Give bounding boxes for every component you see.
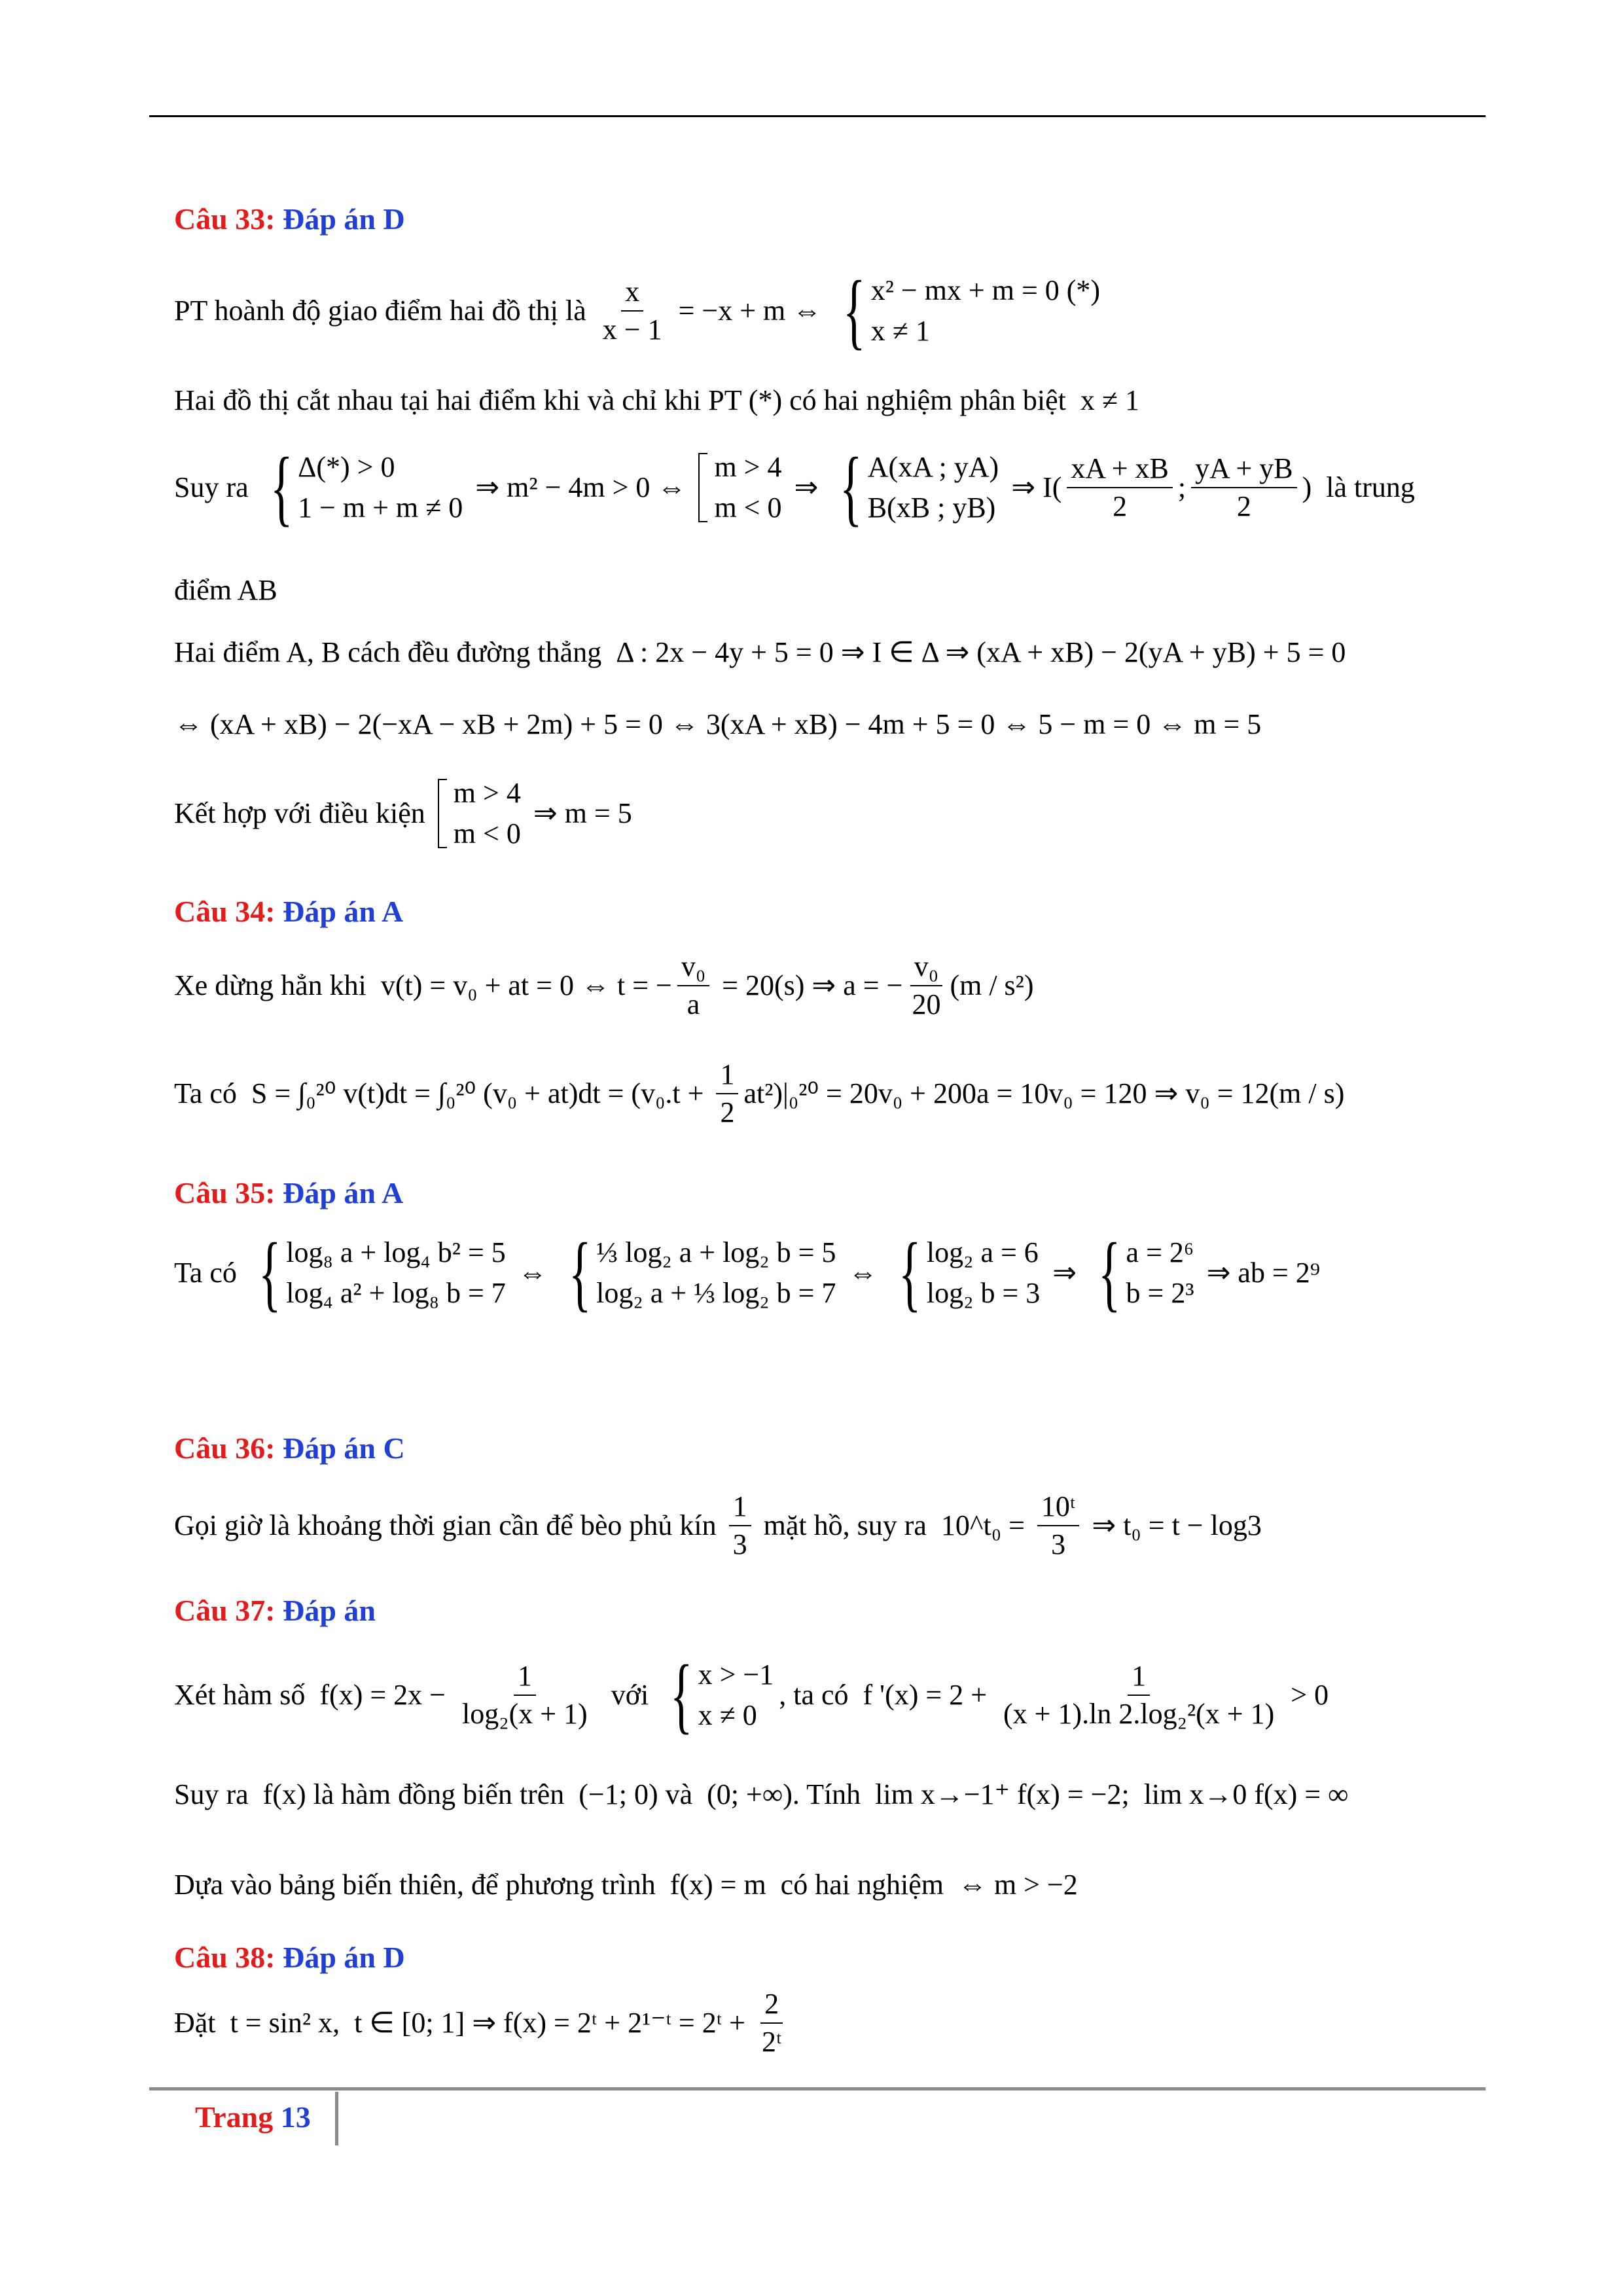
- text: ⇒ m = 5: [526, 797, 632, 829]
- fraction: [908, 952, 944, 1019]
- text: ⇒ m² − 4m > 0 ⇔: [468, 471, 694, 503]
- system-row: a = 2⁶: [1126, 1236, 1194, 1268]
- denominator: 20: [912, 988, 941, 1020]
- bracket-icon: [698, 453, 707, 522]
- brace-icon: {: [270, 440, 293, 535]
- fraction: [458, 1662, 592, 1729]
- system-row: 1 − m + m ≠ 0: [298, 492, 463, 524]
- system-row: m < 0: [453, 817, 521, 850]
- text: = −x + m ⇔: [671, 295, 829, 327]
- text: ⇒ ab = 2⁹: [1199, 1257, 1321, 1289]
- numerator: 2: [760, 1990, 783, 2024]
- denominator: a: [687, 988, 700, 1020]
- q37-line3: [174, 1871, 1078, 1899]
- denominator: log₂(x + 1): [462, 1698, 588, 1730]
- q34-line2: [174, 1060, 1344, 1127]
- fraction: [758, 1990, 785, 2056]
- text: Xét hàm số f(x) = 2x −: [174, 1679, 453, 1711]
- q33-line1: [174, 264, 1105, 358]
- denominator: 2: [1236, 490, 1251, 522]
- fraction: [716, 1060, 738, 1127]
- brace-icon: {: [840, 440, 863, 535]
- q33-line4: [174, 576, 277, 605]
- q35-line1: [174, 1226, 1321, 1320]
- text: (m / s²): [950, 969, 1034, 1001]
- q33-line3: [174, 440, 1415, 535]
- denominator: (x + 1).ln 2.log₂²(x + 1): [1003, 1698, 1275, 1730]
- denominator: 2: [1113, 490, 1128, 522]
- q34-label: Câu 34:: [174, 895, 276, 928]
- text: ⇒: [1045, 1257, 1084, 1289]
- denominator: 3: [1051, 1528, 1066, 1560]
- text: với: [596, 1679, 656, 1711]
- fraction: [1067, 454, 1173, 521]
- system-row: B(xB ; yB): [867, 492, 996, 524]
- text: Gọi giờ là khoảng thời gian cần để bèo phủ kín: [174, 1509, 724, 1541]
- equation-system: [249, 1226, 506, 1320]
- text: Suy ra f(x) là hàm đồng biến trên (−1; 0) và (0; +∞). Tính lim x→−1⁺ f(x) = −2; lim x→0 f(x) = ∞: [174, 1778, 1349, 1810]
- text: = 20(s) ⇒ a = −: [715, 969, 903, 1001]
- text: ⇔ (xA + xB) − 2(−xA − xB + 2m) + 5 = 0 ⇔ 3(xA + xB) − 4m + 5 = 0 ⇔ 5 − m = 0 ⇔ m = 5: [174, 708, 1262, 740]
- footer-rule: [149, 2087, 1486, 2090]
- fraction: [599, 278, 666, 344]
- text: điểm AB: [174, 574, 277, 606]
- brace-icon: {: [568, 1226, 592, 1320]
- q34-line1: [174, 952, 1034, 1019]
- numerator: 1: [716, 1060, 738, 1094]
- equation-system: [261, 440, 463, 535]
- system-row: log₄ a² + log₈ b = 7: [286, 1277, 506, 1309]
- system-row: x > −1: [698, 1659, 774, 1691]
- denominator: 3: [732, 1528, 747, 1560]
- q33-line7: [174, 779, 632, 848]
- system-row: Δ(*) > 0: [298, 451, 395, 483]
- q37-heading: [174, 1596, 376, 1626]
- system-row: log₂ a = 6: [926, 1236, 1039, 1268]
- numerator: 10ᵗ: [1037, 1492, 1079, 1526]
- system-row: x² − mx + m = 0 (*): [870, 274, 1101, 306]
- q36-label: Câu 36:: [174, 1431, 276, 1465]
- q35-label: Câu 35:: [174, 1176, 276, 1210]
- text: Ta có S = ∫₀²⁰ v(t)dt = ∫₀²⁰ (v₀ + at)dt = (v₀.t +: [174, 1077, 711, 1109]
- q33-line5: [174, 638, 1346, 667]
- q33-heading: [174, 204, 405, 234]
- q33-line6: [174, 710, 1261, 739]
- numerator: v₀: [910, 952, 942, 986]
- text: Đặt t = sin² x, t ∈ [0; 1] ⇒ f(x) = 2ᵗ + 2¹⁻ᵗ = 2ᵗ +: [174, 2007, 753, 2039]
- q33-line2: [174, 386, 1139, 415]
- system-row: A(xA ; yA): [867, 451, 999, 483]
- text: Hai điểm A, B cách đều đường thẳng Δ : 2x − 4y + 5 = 0 ⇒ I ∈ Δ ⇒ (xA + xB) − 2(yA + yB) + 5 = 0: [174, 636, 1346, 668]
- numerator: 1: [1128, 1662, 1150, 1696]
- text: Dựa vào bảng biến thiên, để phương trình f(x) = m có hai nghiệm ⇔ m > −2: [174, 1869, 1078, 1901]
- or-system: [698, 453, 781, 522]
- equation-system: [834, 264, 1101, 358]
- fraction: [1037, 1492, 1079, 1559]
- system-row: b = 2³: [1126, 1277, 1194, 1309]
- text: Xe dừng hẳn khi v(t) = v₀ + at = 0 ⇔ t = −: [174, 969, 672, 1001]
- text: Suy ra: [174, 471, 256, 503]
- equation-system: [889, 1226, 1041, 1320]
- q37-line1: [174, 1648, 1329, 1742]
- q38-label: Câu 38:: [174, 1941, 276, 1974]
- text: ⇒: [787, 471, 826, 503]
- equation-system: [1089, 1226, 1194, 1320]
- system-row: m < 0: [714, 492, 782, 524]
- q36-answer: Đáp án C: [283, 1431, 405, 1465]
- text: ⇒ t₀ = t − log3: [1084, 1509, 1262, 1541]
- q33-label: Câu 33:: [174, 202, 276, 236]
- header-rule: [149, 115, 1486, 117]
- text: PT hoành độ giao điểm hai đồ thị là: [174, 295, 594, 327]
- denominator: x − 1: [602, 314, 662, 346]
- fraction: [729, 1492, 751, 1559]
- bracket-icon: [438, 779, 447, 848]
- text: > 0: [1283, 1679, 1329, 1711]
- q36-heading: [174, 1433, 405, 1463]
- q36-line1: [174, 1492, 1262, 1559]
- numerator: yA + yB: [1191, 454, 1297, 488]
- text: ⇔: [510, 1257, 554, 1289]
- system-row: m > 4: [714, 451, 782, 483]
- text: ;: [1177, 471, 1186, 503]
- numerator: xA + xB: [1067, 454, 1173, 488]
- text: Ta có: [174, 1257, 244, 1289]
- q38-heading: [174, 1943, 405, 1973]
- brace-icon: {: [1098, 1226, 1121, 1320]
- equation-system: [830, 440, 999, 535]
- q35-heading: [174, 1178, 403, 1208]
- system-row: log₈ a + log₄ b² = 5: [286, 1236, 506, 1268]
- q34-answer: Đáp án A: [283, 895, 404, 928]
- or-system: [438, 779, 521, 848]
- q37-answer: Đáp án: [283, 1594, 376, 1627]
- q33-answer: Đáp án D: [283, 202, 405, 236]
- page-footer: [195, 2100, 311, 2134]
- text: Hai đồ thị cắt nhau tại hai điểm khi và chỉ khi PT (*) có hai nghiệm phân biệt x ≠ 1: [174, 384, 1140, 416]
- equation-system: [560, 1226, 836, 1320]
- equation-system: [661, 1648, 774, 1742]
- text: Kết hợp với điều kiện: [174, 797, 433, 829]
- footer-divider: [335, 2092, 338, 2145]
- numerator: v₀: [677, 952, 709, 986]
- brace-icon: {: [843, 264, 866, 358]
- page-number: 13: [280, 2100, 311, 2134]
- denominator: 2ᵗ: [761, 2026, 782, 2058]
- system-row: m > 4: [453, 777, 521, 809]
- system-row: x ≠ 1: [870, 315, 930, 347]
- q38-answer: Đáp án D: [283, 1941, 405, 1974]
- brace-icon: {: [899, 1226, 921, 1320]
- fraction: [1191, 454, 1297, 521]
- system-row: log₂ b = 3: [926, 1277, 1041, 1309]
- fraction: [677, 952, 709, 1019]
- denominator: 2: [720, 1096, 735, 1128]
- text: mặt hồ, suy ra 10^t₀ =: [756, 1509, 1032, 1541]
- system-row: ⅓ log₂ a + log₂ b = 5: [596, 1236, 836, 1268]
- brace-icon: {: [258, 1226, 281, 1320]
- text: , ta có f '(x) = 2 +: [779, 1679, 995, 1711]
- q35-answer: Đáp án A: [283, 1176, 404, 1210]
- text: ⇔: [841, 1257, 885, 1289]
- q37-line2: [174, 1780, 1349, 1809]
- q37-label: Câu 37:: [174, 1594, 276, 1627]
- text: ) là trung: [1302, 471, 1415, 503]
- q38-line1: [174, 1990, 791, 2056]
- numerator: x: [621, 278, 643, 312]
- brace-icon: {: [670, 1648, 693, 1742]
- numerator: 1: [514, 1662, 536, 1696]
- q34-heading: [174, 897, 403, 927]
- page-label: Trang: [195, 2100, 274, 2134]
- system-row: log₂ a + ⅓ log₂ b = 7: [596, 1277, 836, 1309]
- text: ⇒ I(: [1004, 471, 1062, 503]
- system-row: x ≠ 0: [698, 1699, 757, 1731]
- fraction: [999, 1662, 1278, 1729]
- text: at²)|₀²⁰ = 20v₀ + 200a = 10v₀ = 120 ⇒ v₀ = 12(m / s): [743, 1077, 1345, 1109]
- numerator: 1: [729, 1492, 751, 1526]
